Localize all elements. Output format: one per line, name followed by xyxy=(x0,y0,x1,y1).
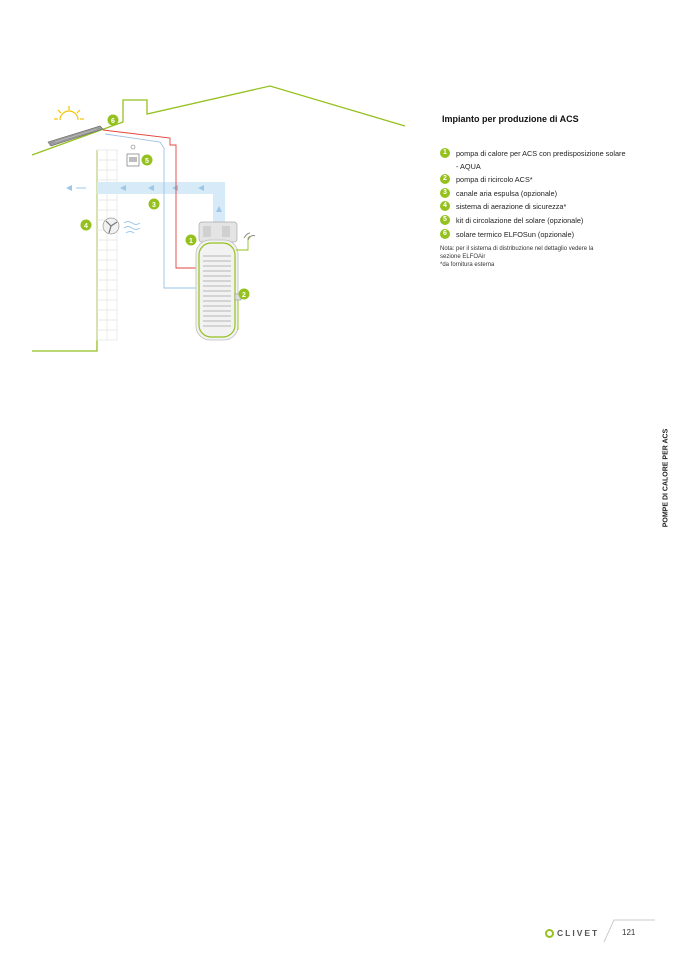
legend-number-badge: 5 xyxy=(440,215,450,225)
svg-text:1: 1 xyxy=(189,238,193,245)
section-side-label-text: POMPE DI CALORE PER ACS xyxy=(662,428,670,528)
brick-wall xyxy=(97,150,117,340)
note-line: *da fornitura esterna xyxy=(440,261,495,268)
legend-item xyxy=(440,175,650,184)
diagram-callout-2 xyxy=(239,289,250,300)
legend-number-badge: 4 xyxy=(440,201,450,211)
solar-circulation-kit xyxy=(127,145,139,166)
solar-return-pipe xyxy=(105,134,199,288)
svg-text:5: 5 xyxy=(145,158,149,165)
solar-hot-pipe xyxy=(103,130,199,268)
diagram-callout-6 xyxy=(108,115,119,126)
solar-panel xyxy=(48,126,103,146)
legend-item-text: pompa di calore per ACS con predisposizione solare xyxy=(456,149,626,158)
house-wall-line xyxy=(32,150,97,351)
legend-item-text: - AQUA xyxy=(456,161,481,171)
legend-list xyxy=(440,149,650,239)
legend-number-badge: 3 xyxy=(440,188,450,198)
logo-ring-icon xyxy=(545,929,554,938)
legend xyxy=(440,114,650,269)
legend-number-badge: 2 xyxy=(440,174,450,184)
legend-item xyxy=(440,202,650,211)
diagram-callout-4 xyxy=(81,220,92,231)
page-number: 121 xyxy=(622,928,636,937)
legend-item-text: kit di circolazione del solare (opzionale) xyxy=(456,215,584,225)
legend-note xyxy=(440,245,650,269)
legend-item xyxy=(440,216,650,225)
legend-number-badge: 6 xyxy=(440,229,450,239)
fan-icon xyxy=(103,218,140,234)
svg-text:4: 4 xyxy=(84,223,88,230)
sun-icon xyxy=(54,106,84,120)
svg-text:2: 2 xyxy=(242,292,246,299)
note-line: sezione ELFOAir xyxy=(440,253,486,260)
diagram-callout-5 xyxy=(142,155,153,166)
legend-title: Impianto per produzione di ACS xyxy=(442,114,579,124)
legend-item-text: sistema di aerazione di sicurezza* xyxy=(456,202,567,212)
air-duct xyxy=(66,182,225,226)
diagram-callout-1 xyxy=(186,235,197,246)
legend-item xyxy=(440,162,650,171)
legend-item xyxy=(440,230,650,239)
svg-text:6: 6 xyxy=(111,118,115,125)
legend-item xyxy=(440,189,650,198)
legend-item-text: pompa di ricircolo ACS* xyxy=(456,175,533,185)
legend-item-text: solare termico ELFOSun (opzionale) xyxy=(456,229,575,239)
svg-text:3: 3 xyxy=(152,202,156,209)
house-roof-line xyxy=(32,86,405,155)
brand-logo xyxy=(545,928,599,938)
section-side-label xyxy=(661,428,671,528)
legend-item xyxy=(440,149,650,158)
heat-pump-tank xyxy=(196,222,238,340)
legend-number-badge: 1 xyxy=(440,148,450,158)
legend-item-text: canale aria espulsa (opzionale) xyxy=(456,188,558,198)
brand-name: CLIVET xyxy=(557,928,600,938)
diagram-callout-3 xyxy=(149,199,160,210)
note-line: Nota: per il sistema di distribuzione nel dettaglio vedere la xyxy=(440,245,594,252)
